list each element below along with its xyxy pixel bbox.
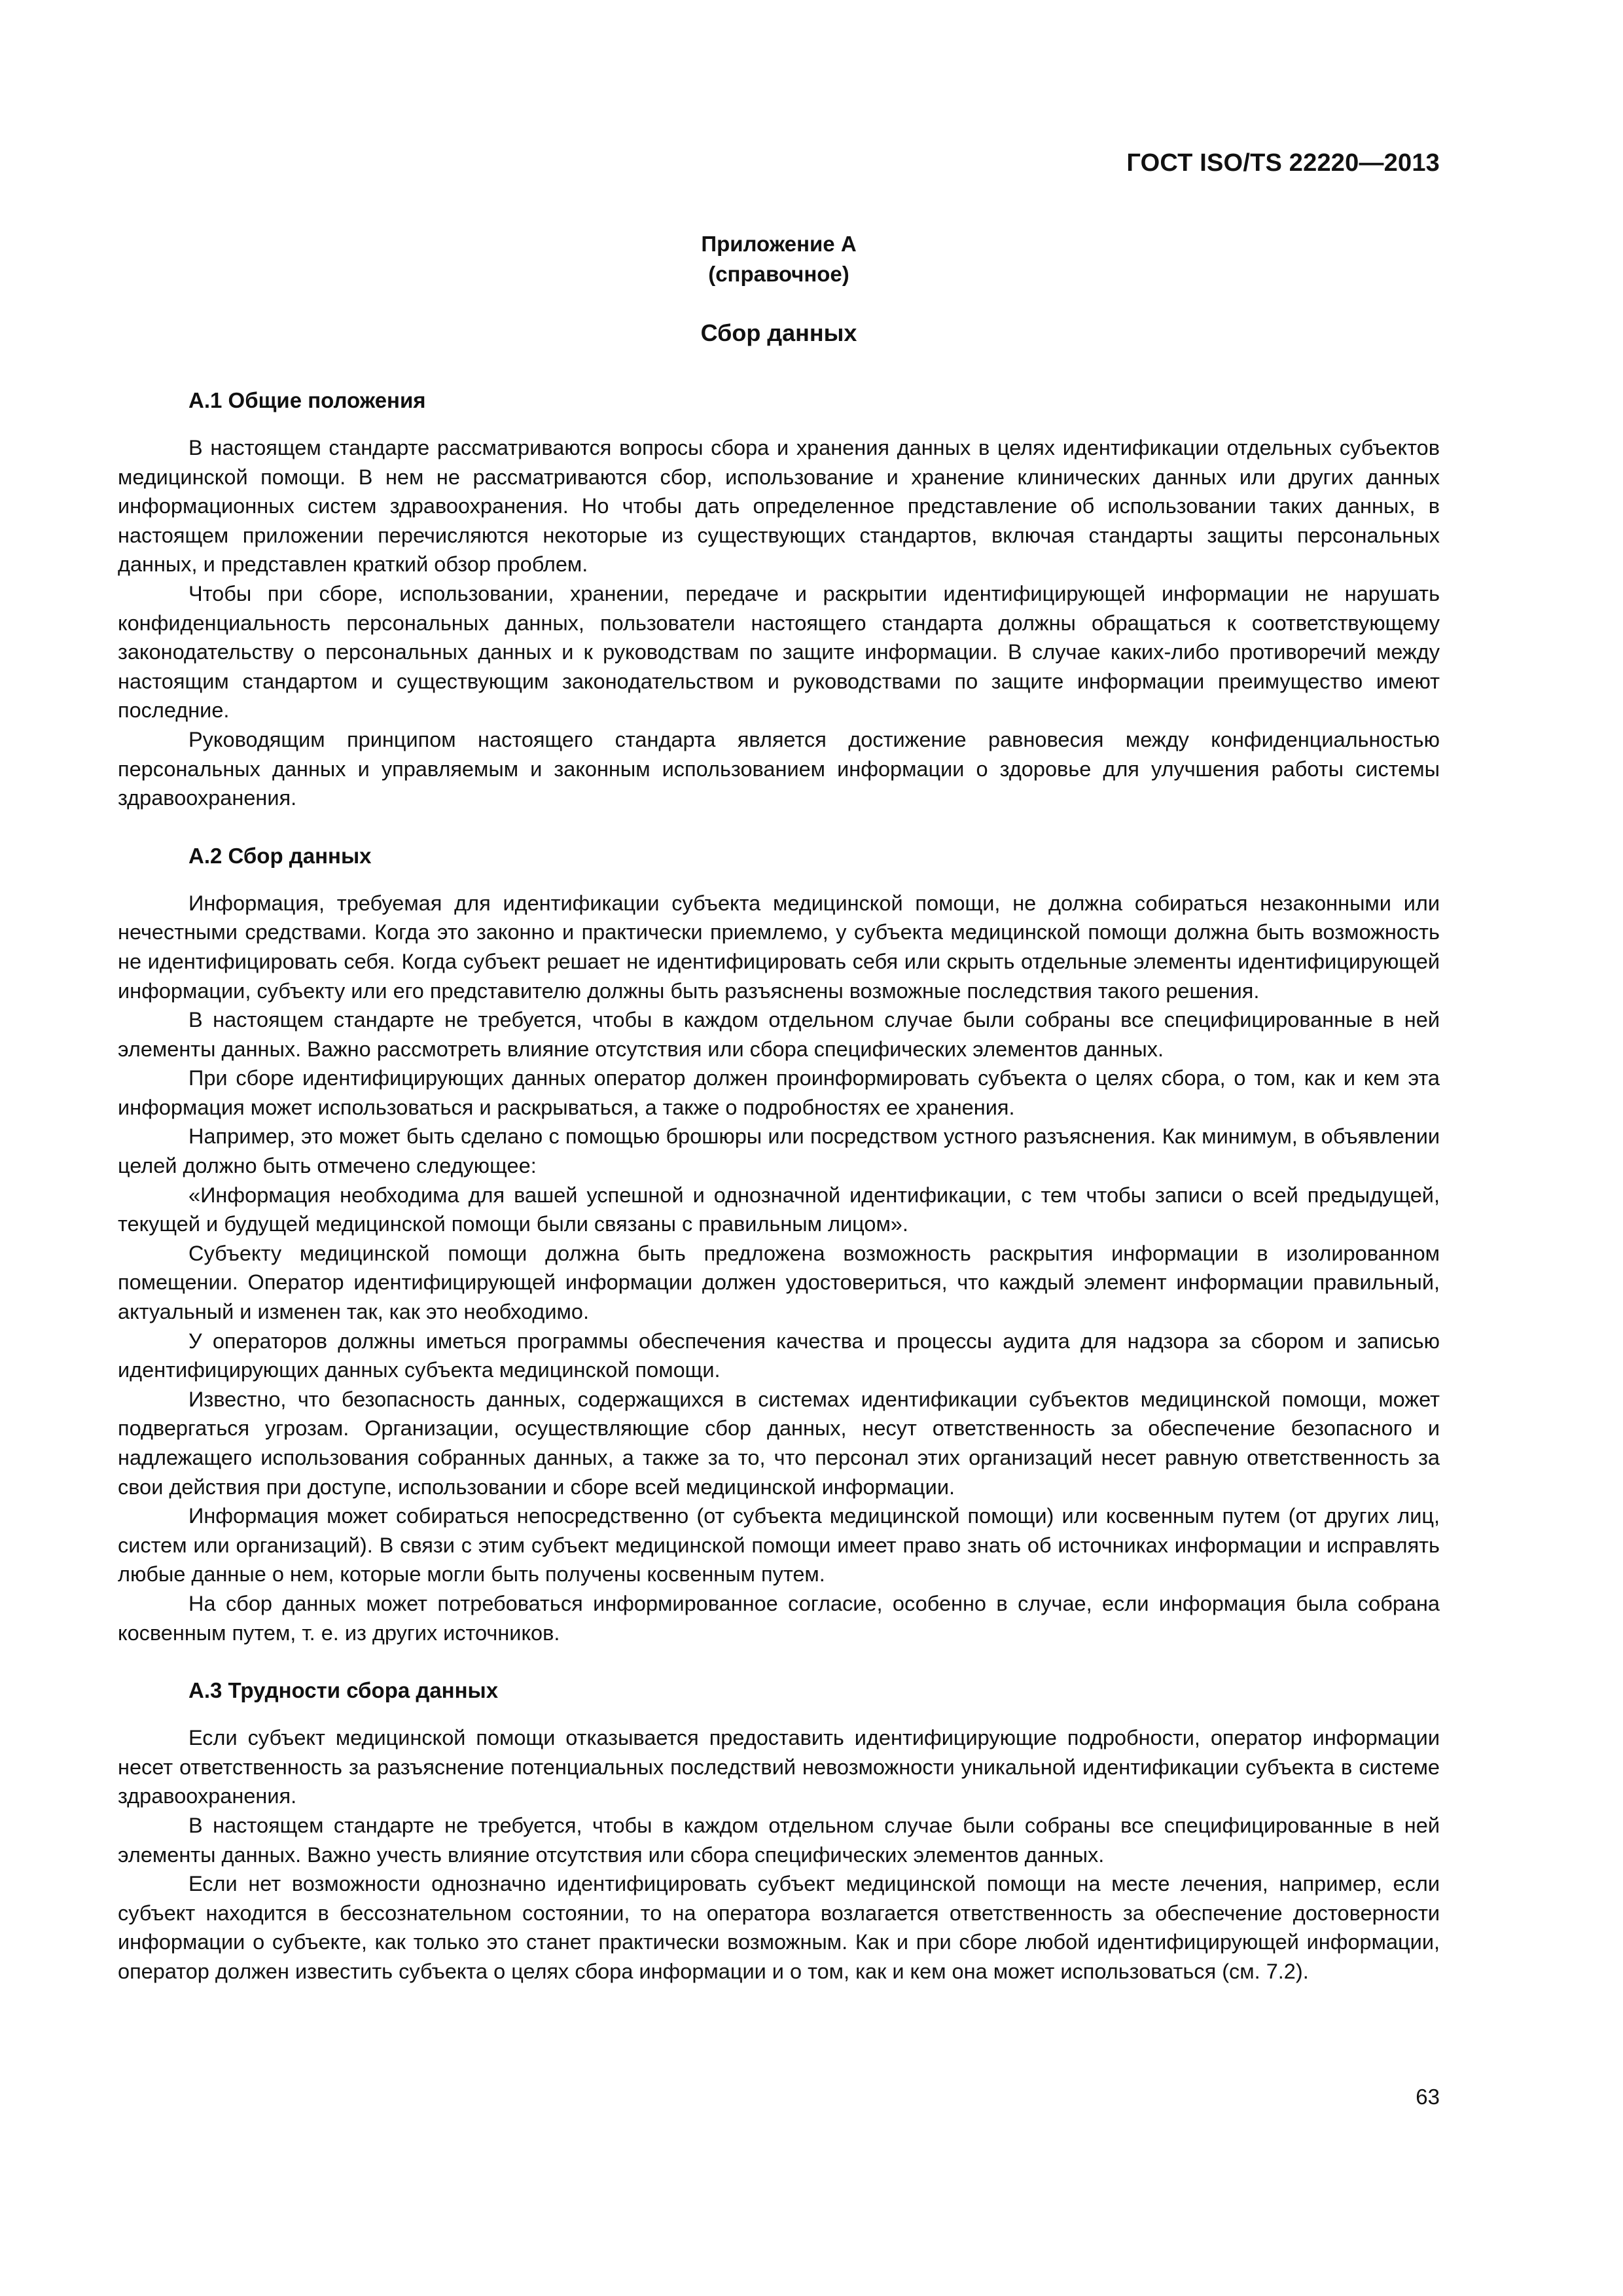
paragraph: В настоящем стандарте не требуется, чтобы в каждом отдельном случае были собраны все специфицированные в ней элементы данных. Важно учесть влияние отсутствия или сбора специфических элементов данных. — [118, 1813, 1440, 1867]
appendix-type: (справочное) — [708, 262, 849, 286]
paragraph: «Информация необходима для вашей успешной и однозначной идентификации, с тем чтобы записи о всей предыдущей, текущей и будущей медицинской помощи были связаны с правильным лицом». — [118, 1183, 1440, 1236]
section-heading: А.2 Сбор данных — [188, 843, 372, 868]
section-a2 — [118, 842, 1440, 1647]
paragraph: В настоящем стандарте не требуется, чтобы в каждом отдельном случае были собраны все специфицированные в ней элементы данных. Важно рассмотреть влияние отсутствия или сбора специфических элементов данных. — [118, 1008, 1440, 1061]
paragraph: У операторов должны иметься программы обеспечения качества и процессы аудита для надзора за сбором и записью идентифицирующих данных субъекта медицинской помощи. — [118, 1329, 1440, 1382]
paragraph: Руководящим принципом настоящего стандарта является достижение равновесия между конфиденциальностью персональных данных и управляемым и законным использованием информации о здоровье для улучшения работы системы здравоохранения. — [118, 727, 1440, 810]
paragraph: Известно, что безопасность данных, содержащихся в системах идентификации субъектов медицинской помощи, может подвергаться угрозам. Организации, осуществляющие сбор данных, несут ответственность за обеспечение безопасного и надлежащего использования собранных данных, а также за то, что персонал этих организаций несет равную ответственность за свои действия при доступе, использовании и сборе всей медицинской информации. — [118, 1387, 1440, 1499]
paragraph: В настоящем стандарте рассматриваются вопросы сбора и хранения данных в целях идентификации отдельных субъектов медицинской помощи. В нем не рассматриваются сбор, использование и хранение клинических данных или других данных информационных систем здравоохранения. Но чтобы дать определенное представление об использовании таких данных, в настоящем приложении перечисляются некоторые из существующих стандартов, включая стандарты защиты персональных данных, и представлен краткий обзор проблем. — [118, 436, 1440, 577]
paragraph: При сборе идентифицирующих данных оператор должен проинформировать субъекта о целях сбора, о том, как и кем эта информация может использоваться и раскрываться, а также о подробностях ее хранения. — [118, 1066, 1440, 1119]
appendix-label: Приложение А — [701, 232, 857, 256]
section-heading: А.1 Общие положения — [188, 388, 426, 412]
paragraph: Чтобы при сборе, использовании, хранении, передаче и раскрытии идентифицирующей информации не нарушать конфиденциальность персональных данных, пользователи настоящего стандарта должны обращаться к соответствующему законодательству о персональных данных и к руководствам по защите информации. В случае каких-либо противоречий между настоящим стандартом и существующим законодательством и руководствами по защите информации преимущество имеют последние. — [118, 581, 1440, 723]
appendix-title: Сбор данных — [700, 319, 857, 346]
document-body — [118, 386, 1440, 2015]
paragraph: На сбор данных может потребоваться информированное согласие, особенно в случае, если информация была собрана косвенным путем, т. е. из других источников. — [118, 1591, 1440, 1645]
appendix-heading — [118, 229, 1440, 289]
section-a3 — [118, 1676, 1440, 1986]
paragraph: Если субъект медицинской помощи отказывается предоставить идентифицирующие подробности, оператор информации несет ответственность за разъяснение потенциальных последствий невозможности уникальной идентификации субъекта в системе здравоохранения. — [118, 1726, 1440, 1808]
paragraph: Информация, требуемая для идентификации субъекта медицинской помощи, не должна собираться незаконными или нечестными средствами. Когда это законно и практически приемлемо, у субъекта медицинской помощи должна быть возможность не идентифицировать себя. Когда субъект решает не идентифицировать себя или скрыть отдельные элементы идентифицирующей информации, субъекту или его представителю должны быть разъяснены возможные последствия такого решения. — [118, 891, 1440, 1003]
document-page — [118, 0, 1440, 2296]
section-a1 — [118, 386, 1440, 813]
section-heading: А.3 Трудности сбора данных — [188, 1678, 499, 1703]
document-code: ГОСТ ISO/TS 22220—2013 — [1126, 149, 1440, 177]
paragraph: Если нет возможности однозначно идентифицировать субъект медицинской помощи на месте лечения, например, если субъект находится в бессознательном состоянии, то на оператора возлагается ответственность за обеспечение достоверности информации о субъекте, как только это станет практически возможным. Как и при сборе любой идентифицирующей информации, оператор должен известить субъекта о целях сбора информации и о том, как и кем она может использоваться (см. 7.2). — [118, 1872, 1440, 1983]
paragraph: Например, это может быть сделано с помощью брошюры или посредством устного разъяснения. Как минимум, в объявлении целей должно быть отмечено следующее: — [118, 1124, 1440, 1178]
paragraph: Субъекту медицинской помощи должна быть предложена возможность раскрытия информации в изолированном помещении. Оператор идентифицирующей информации должен удостовериться, что каждый элемент информации правильный, актуальный и изменен так, как это необходимо. — [118, 1241, 1440, 1324]
paragraph: Информация может собираться непосредственно (от субъекта медицинской помощи) или косвенным путем (от других лиц, систем или организаций). В связи с этим субъект медицинской помощи имеет право знать об источниках информации и исправлять любые данные о нем, которые могли быть получены косвенным путем. — [118, 1504, 1440, 1587]
page-number: 63 — [1416, 2085, 1440, 2109]
